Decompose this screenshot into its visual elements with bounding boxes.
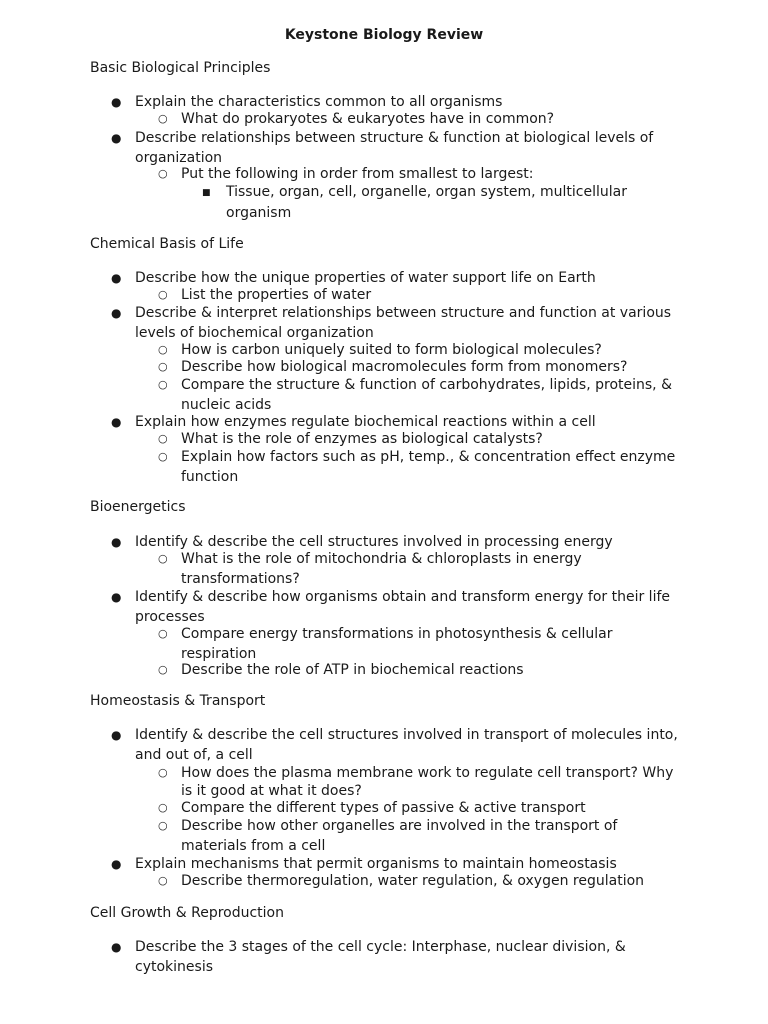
circle-bullet-icon: ○: [158, 801, 168, 814]
circle-bullet-icon: ○: [158, 112, 168, 125]
bullet-dot-icon: ●: [111, 535, 122, 549]
sub-sub-item: ■ Tissue, organ, cell, organelle, organ system, multicellular: [226, 182, 627, 202]
circle-bullet-icon: ○: [158, 343, 168, 356]
sub-item: ○ Describe how biological macromolecules form from monomers?: [158, 359, 628, 375]
circle-bullet-icon: ○: [158, 819, 168, 832]
sub-item-continuation: function: [181, 469, 239, 485]
circle-bullet-icon: ○: [158, 552, 168, 565]
circle-bullet-icon: ○: [158, 432, 168, 445]
circle-bullet-icon: ○: [158, 627, 168, 640]
section-heading: Basic Biological Principles: [90, 60, 271, 76]
sub-item-continuation: nucleic acids: [181, 397, 272, 413]
bullet-dot-icon: ●: [111, 131, 122, 145]
circle-bullet-icon: ○: [158, 766, 168, 779]
sub-item-continuation: is it good at what it does?: [181, 783, 362, 799]
bullet-item: ● Identify & describe the cell structures involved in processing energy: [111, 534, 613, 550]
bullet-dot-icon: ●: [111, 590, 122, 604]
circle-bullet-icon: ○: [158, 874, 168, 887]
circle-bullet-icon: ○: [158, 288, 168, 301]
sub-item: ○ Describe the role of ATP in biochemical reactions: [158, 662, 524, 678]
document-title: Keystone Biology Review: [284, 27, 484, 43]
sub-item-continuation: materials from a cell: [181, 838, 326, 854]
sub-item: ○ Compare energy transformations in photosynthesis & cellular: [158, 626, 613, 642]
sub-item: ○ Compare the structure & function of carbohydrates, lipids, proteins, &: [158, 377, 672, 393]
bullet-item: ● Identify & describe how organisms obtain and transform energy for their life: [111, 589, 671, 605]
bullet-dot-icon: ●: [111, 857, 122, 871]
bullet-dot-icon: ●: [111, 95, 122, 109]
bullet-item: ● Explain how enzymes regulate biochemical reactions within a cell: [111, 414, 596, 430]
bullet-item-continuation: processes: [135, 609, 205, 625]
sub-item: ○ Put the following in order from smallest to largest:: [158, 166, 534, 182]
bullet-item: ● Explain the characteristics common to all organisms: [111, 94, 503, 110]
section-heading: Cell Growth & Reproduction: [90, 905, 284, 921]
sub-item: ○ Compare the different types of passive & active transport: [158, 800, 586, 816]
sub-item: ○ Describe how other organelles are involved in the transport of: [158, 818, 618, 834]
bullet-item: ● Identify & describe the cell structures involved in transport of molecules into,: [111, 727, 678, 743]
bullet-item-continuation: cytokinesis: [135, 959, 213, 975]
bullet-item: ● Describe relationships between structure & function at biological levels of: [111, 130, 654, 146]
section-heading: Chemical Basis of Life: [90, 236, 244, 252]
sub-item: ○ Explain how factors such as pH, temp., & concentration effect enzyme: [158, 449, 676, 465]
sub-item-continuation: transformations?: [181, 571, 300, 587]
circle-bullet-icon: ○: [158, 450, 168, 463]
sub-item: ○ How does the plasma membrane work to regulate cell transport? Why: [158, 765, 674, 781]
section-heading: Bioenergetics: [90, 499, 186, 515]
sub-item: ○ List the properties of water: [158, 287, 372, 303]
circle-bullet-icon: ○: [158, 360, 168, 373]
sub-item: ○ Describe thermoregulation, water regulation, & oxygen regulation: [158, 873, 645, 889]
bullet-item: ● Describe the 3 stages of the cell cycle: Interphase, nuclear division, &: [111, 939, 626, 955]
circle-bullet-icon: ○: [158, 378, 168, 391]
bullet-item-continuation: and out of, a cell: [135, 747, 253, 763]
bullet-item: ● Describe how the unique properties of water support life on Earth: [111, 270, 596, 286]
sub-item: ○ How is carbon uniquely suited to form biological molecules?: [158, 342, 602, 358]
sub-item: ○ What do prokaryotes & eukaryotes have in common?: [158, 111, 555, 127]
section-heading: Homeostasis & Transport: [90, 693, 266, 709]
circle-bullet-icon: ○: [158, 663, 168, 676]
sub-item: ○ What is the role of mitochondria & chloroplasts in energy: [158, 551, 582, 567]
bullet-item: ● Explain mechanisms that permit organisms to maintain homeostasis: [111, 856, 617, 872]
bullet-dot-icon: ●: [111, 306, 122, 320]
bullet-dot-icon: ●: [111, 940, 122, 954]
sub-item: ○ What is the role of enzymes as biological catalysts?: [158, 431, 543, 447]
bullet-item-continuation: levels of biochemical organization: [135, 325, 374, 341]
bullet-dot-icon: ●: [111, 728, 122, 742]
square-bullet-icon: ■: [202, 188, 211, 198]
bullet-dot-icon: ●: [111, 271, 122, 285]
bullet-item-continuation: organization: [135, 150, 223, 166]
sub-item-continuation: respiration: [181, 646, 257, 662]
bullet-dot-icon: ●: [111, 415, 122, 429]
sub-sub-item-continuation: organism: [226, 205, 292, 221]
bullet-item: ● Describe & interpret relationships between structure and function at various: [111, 305, 672, 321]
circle-bullet-icon: ○: [158, 167, 168, 180]
